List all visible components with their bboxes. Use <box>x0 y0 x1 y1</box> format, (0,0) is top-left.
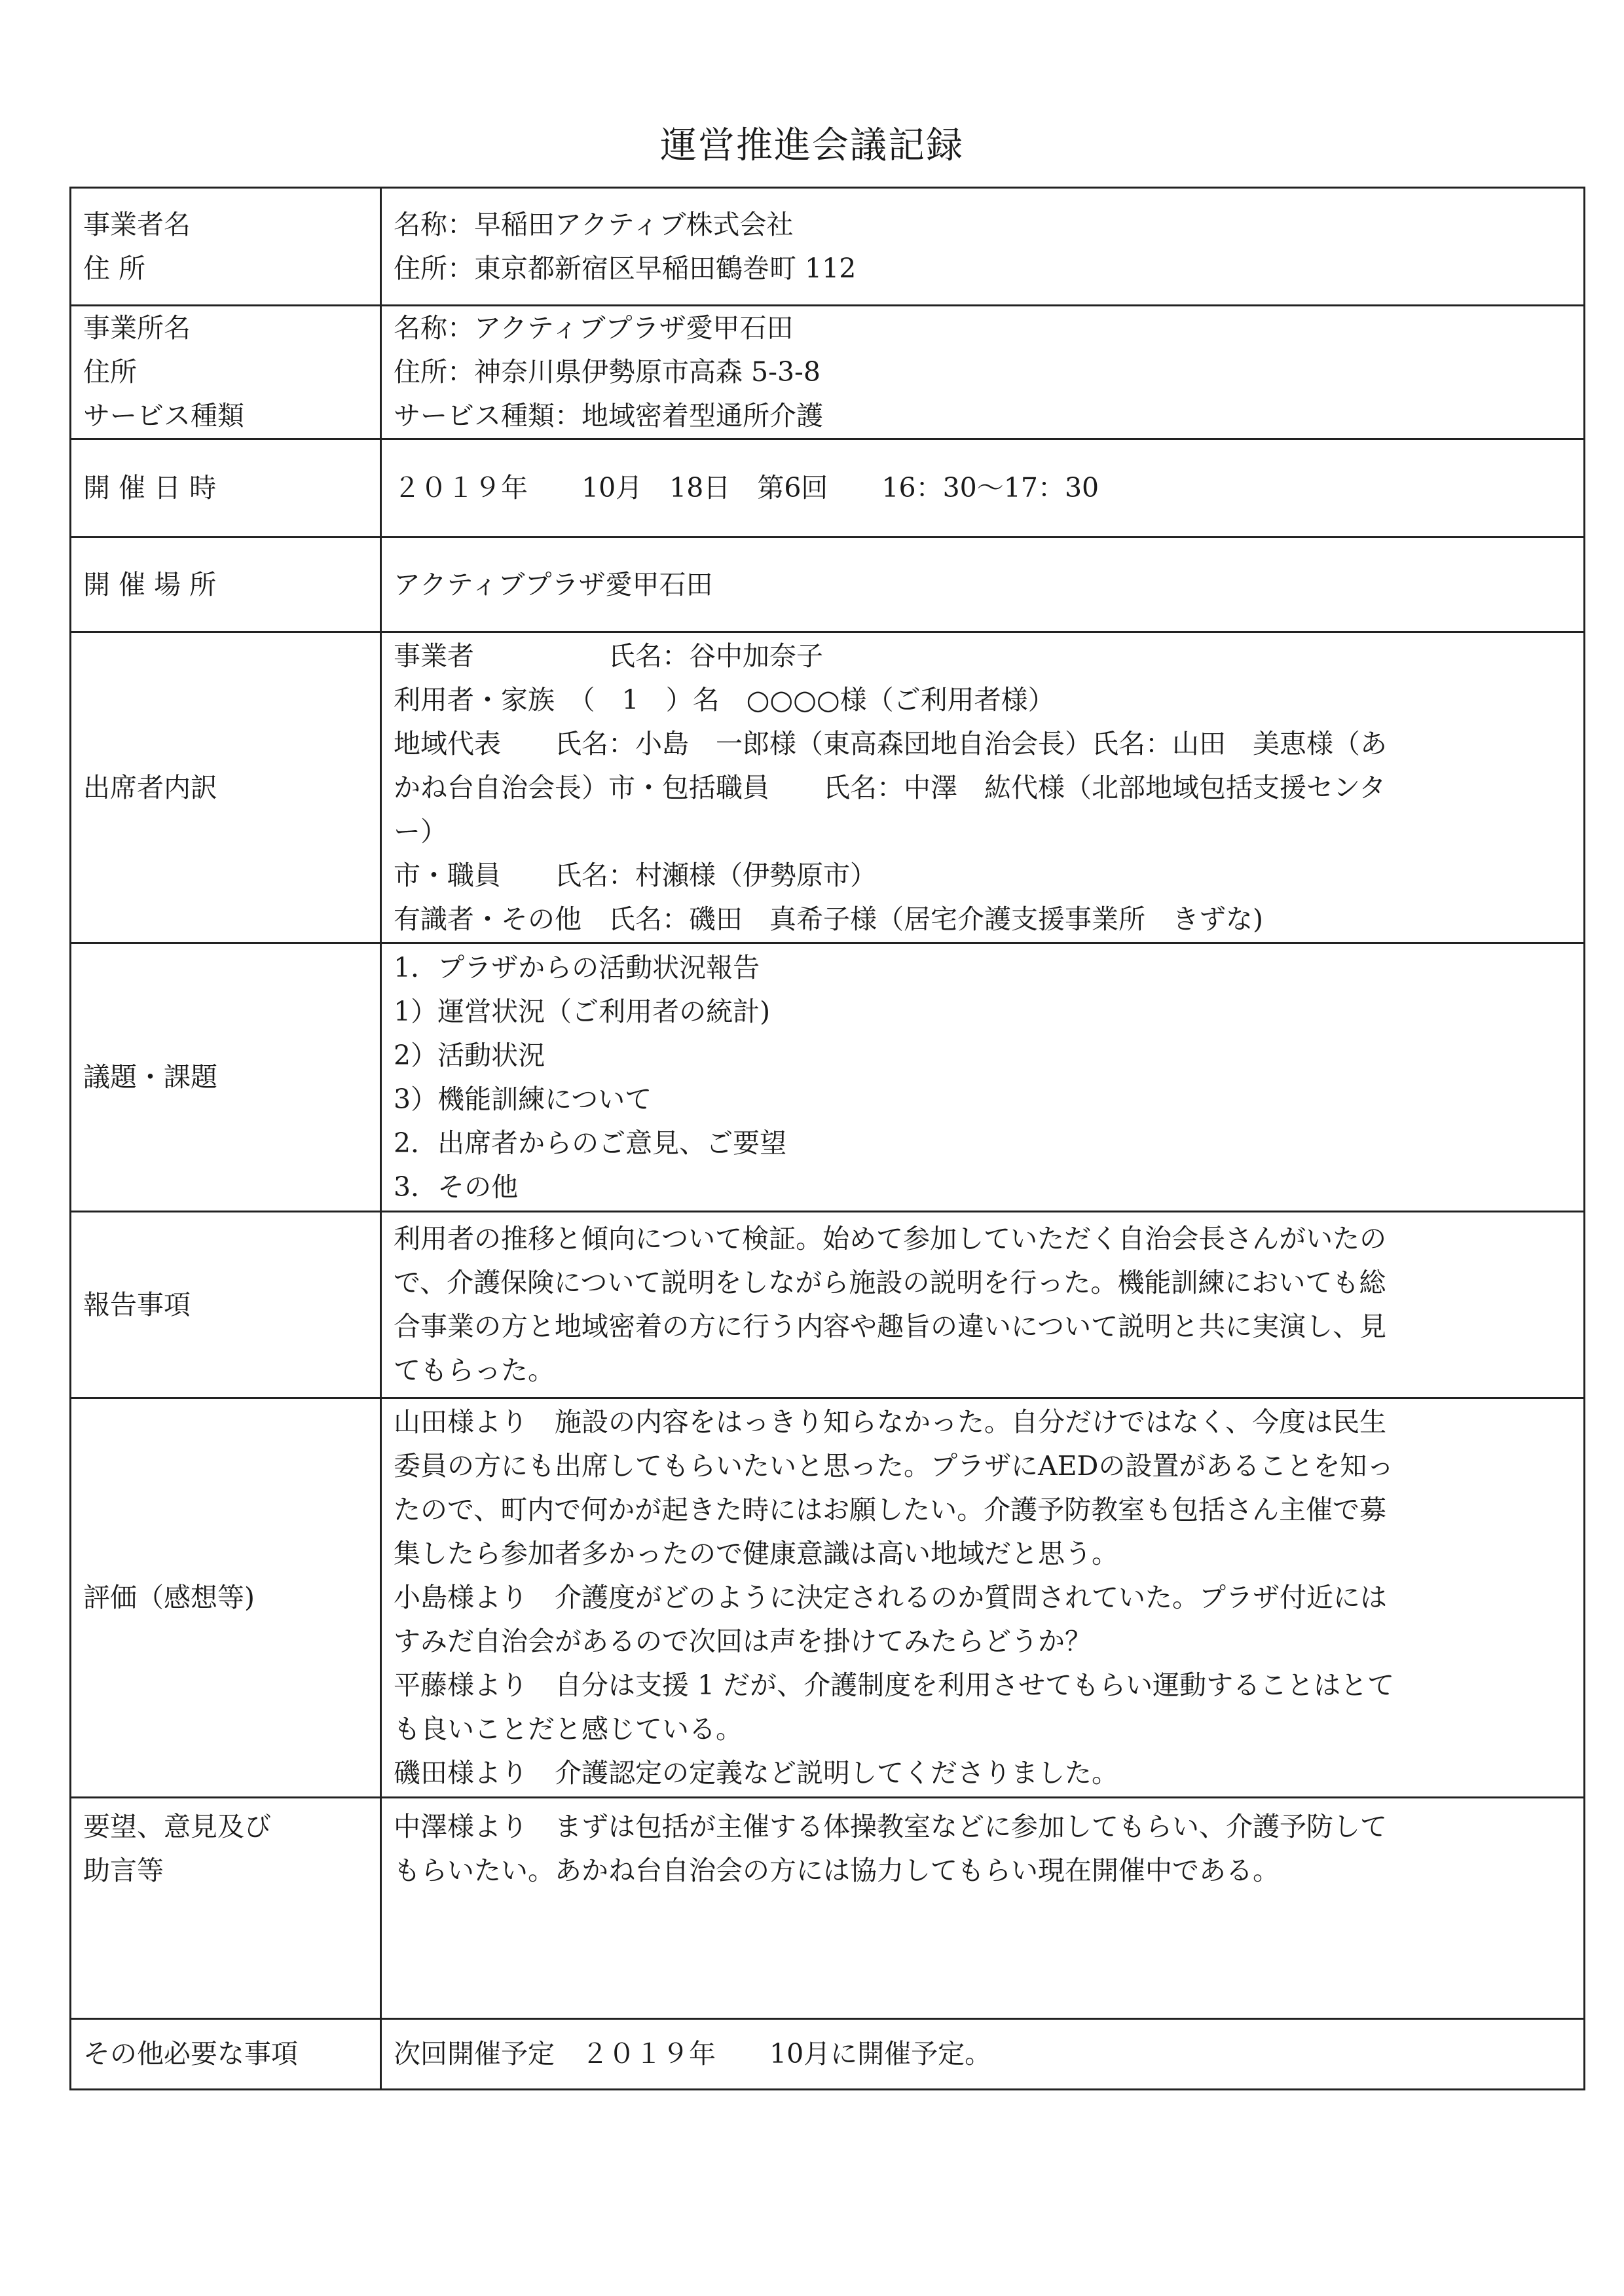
content-line: 名称：アクティブプラザ愛甲石田 <box>394 312 794 344</box>
row-content <box>381 538 1585 632</box>
row-label <box>71 538 381 632</box>
label-line: 議題・課題 <box>83 1061 217 1093</box>
label-line: 出席者内訳 <box>83 771 217 803</box>
content-line: もらいたい。あかね台自治会の方には協力してもらい現在開催中である。 <box>394 1855 1280 1886</box>
table-row <box>71 943 1585 1212</box>
content-line: すみだ自治会があるので次回は声を掛けてみたらどうか？ <box>394 1626 1092 1657</box>
label-line: 住所 <box>83 356 137 388</box>
content-line: 有識者・その他 氏名：磯田 真希子様（居宅介護支援事業所 きずな) <box>394 903 1263 935</box>
row-label <box>71 1398 381 1798</box>
content-line: 小島様より 介護度がどのように決定されるのか質問されていた。プラザ付近には <box>394 1582 1387 1613</box>
label-line: サービス種類 <box>83 400 244 431</box>
table-row <box>71 188 1585 306</box>
row-content <box>381 2019 1585 2090</box>
table-row <box>71 538 1585 632</box>
label-line: 住 所 <box>83 252 146 284</box>
content-line: 市・職員 氏名：村瀬様（伊勢原市） <box>394 859 877 891</box>
content-line: 平藤様より 自分は支援 1 だが、介護制度を利用させてもらい運動することはとて <box>394 1669 1395 1701</box>
content-line: 事業者 氏名：谷中加奈子 <box>394 640 823 672</box>
label-line: 開 催 日 時 <box>83 472 217 503</box>
content-line: 利用者・家族 （ 1 ）名 ○○○○様（ご利用者様） <box>394 683 1055 716</box>
content-line: 住所：神奈川県伊勢原市高森 5-3-8 <box>394 356 821 388</box>
label-line: 報告事項 <box>83 1288 191 1321</box>
row-content <box>381 306 1585 439</box>
label-line: 事業所名 <box>83 312 191 344</box>
meeting-record-table <box>69 187 1585 2090</box>
content-line: てもらった。 <box>394 1355 555 1386</box>
row-content <box>381 188 1585 306</box>
table-row <box>71 1798 1585 2019</box>
row-label <box>71 632 381 943</box>
content-line: 地域代表 氏名：小島 一郎様（東高森団地自治会長）氏名：山田 美恵様（あ <box>394 727 1387 759</box>
label-line: 事業者名 <box>83 208 191 240</box>
content-line: 委員の方にも出席してもらいたいと思った。プラザにAEDの設置があることを知っ <box>394 1450 1394 1482</box>
content-line: 1．プラザからの活動状況報告 <box>394 951 760 983</box>
row-label <box>71 1212 381 1398</box>
table-row <box>71 1398 1585 1798</box>
content-line: も良いことだと感じている。 <box>394 1713 743 1745</box>
label-line: その他必要な事項 <box>83 2038 298 2069</box>
table-row <box>71 2019 1585 2090</box>
content-line: 3）機能訓練について <box>394 1083 652 1115</box>
content-line: ２０１９年 10月 18日 第6回 16：30〜17：30 <box>394 472 1099 503</box>
content-line: かね台自治会長）市・包括職員 氏名：中澤 紘代様（北部地域包括支援センタ <box>394 771 1386 803</box>
content-line: 3．その他 <box>394 1171 519 1203</box>
table-row <box>71 439 1585 538</box>
content-line: 山田様より 施設の内容をはっきり知らなかった。自分だけではなく、今度は民生 <box>394 1406 1387 1438</box>
content-line: 合事業の方と地域密着の方に行う内容や趣旨の違いについて説明と共に実演し、見 <box>394 1311 1387 1342</box>
content-line: 1）運営状況（ご利用者の統計) <box>394 995 771 1027</box>
label-line: 助言等 <box>83 1855 164 1886</box>
content-line: サービス種類：地域密着型通所介護 <box>394 400 823 431</box>
content-line: 磯田様より 介護認定の定義など説明してくださりました。 <box>394 1757 1118 1789</box>
row-label <box>71 943 381 1212</box>
table-row <box>71 632 1585 943</box>
table-row <box>71 306 1585 439</box>
row-label <box>71 306 381 439</box>
row-content <box>381 943 1585 1212</box>
content-line: ー） <box>394 815 447 847</box>
row-label <box>71 2019 381 2090</box>
page-title: 運営推進会議記録 <box>660 124 964 167</box>
content-line: 集したら参加者多かったので健康意識は高い地域だと思う。 <box>394 1538 1118 1569</box>
row-label <box>71 439 381 538</box>
content-line: 住所：東京都新宿区早稲田鶴巻町 112 <box>394 252 857 284</box>
row-content <box>381 1798 1585 2019</box>
content-line: 名称：早稲田アクティブ株式会社 <box>394 208 794 240</box>
content-line: 次回開催予定 ２０１９年 10月に開催予定。 <box>394 2038 992 2069</box>
row-label <box>71 1798 381 2019</box>
row-content <box>381 439 1585 538</box>
content-line: アクティブプラザ愛甲石田 <box>394 568 713 600</box>
row-content <box>381 1212 1585 1398</box>
label-line: 開 催 場 所 <box>83 568 217 600</box>
content-line: 2．出席者からのご意見、ご要望 <box>394 1127 787 1159</box>
content-line: で、介護保険について説明をしながら施設の説明を行った。機能訓練においても総 <box>394 1267 1386 1298</box>
label-line: 要望、意見及び <box>83 1811 271 1842</box>
content-line: 中澤様より まずは包括が主催する体操教室などに参加してもらい、介護予防して <box>394 1811 1387 1842</box>
content-line: 利用者の推移と傾向について検証。始めて参加していただく自治会長さんがいたの <box>394 1223 1387 1254</box>
label-line: 評価（感想等) <box>83 1582 255 1613</box>
row-content <box>381 1398 1585 1798</box>
table-row <box>71 1212 1585 1398</box>
row-content <box>381 632 1585 943</box>
row-label <box>71 188 381 306</box>
content-line: 2）活動状況 <box>394 1039 545 1071</box>
content-line: たので、町内で何かが起きた時にはお願したい。介護予防教室も包括さん主催で募 <box>394 1494 1387 1525</box>
